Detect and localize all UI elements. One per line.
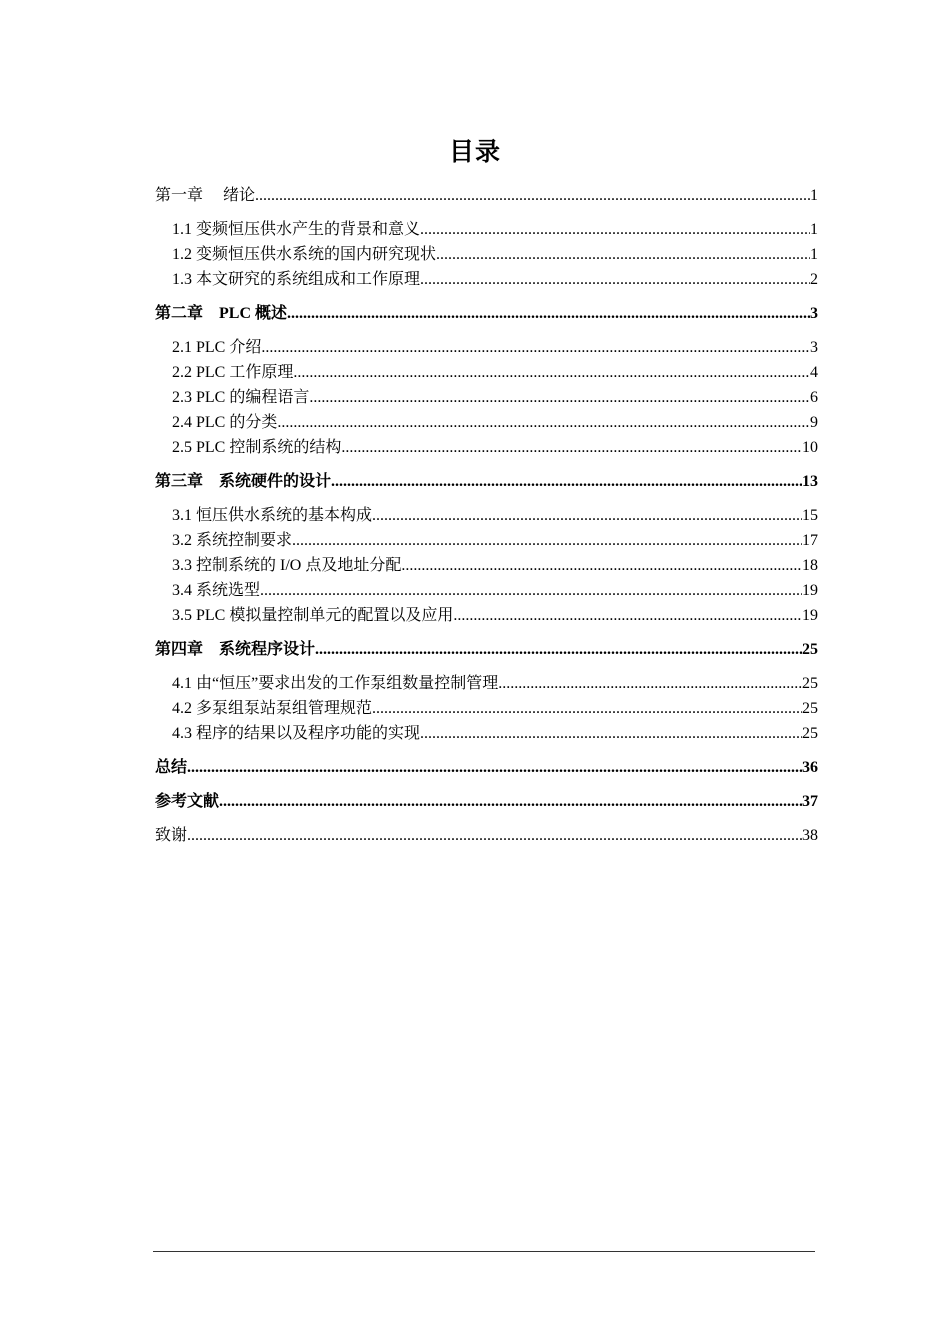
toc-dot-leader [372, 503, 802, 528]
toc-page-number: 6 [810, 389, 818, 406]
toc-dot-leader [287, 301, 810, 326]
toc-dot-leader [255, 183, 810, 208]
toc-entry-title: 致谢 [155, 827, 188, 844]
toc-chapter-entry[interactable] [155, 755, 818, 780]
toc-page-number: 2 [810, 271, 818, 288]
toc-page-number: 25 [802, 725, 818, 742]
toc-page-number: 18 [802, 557, 818, 574]
toc-section-entry[interactable] [155, 217, 818, 242]
toc-chapter-entry[interactable] [155, 469, 818, 494]
page-title: 目录 [448, 139, 501, 166]
toc-dot-leader [261, 335, 810, 360]
toc-page-number: 36 [802, 759, 818, 776]
toc-dot-leader [260, 578, 802, 603]
toc-page-number: 9 [810, 414, 818, 431]
toc-entry-title: 2.5 PLC 控制系统的结构 [172, 439, 342, 456]
toc-chapter-entry[interactable] [155, 637, 818, 662]
toc-page-number: 37 [802, 793, 818, 810]
toc-entry-title: 3.3 控制系统的 I/O 点及地址分配 [172, 557, 402, 574]
toc-entry-title: 3.5 PLC 模拟量控制单元的配置以及应用 [172, 607, 454, 624]
toc-dot-leader [453, 603, 802, 628]
toc-dot-leader [277, 410, 810, 435]
toc-entry-title: 4.3 程序的结果以及程序功能的实现 [172, 725, 421, 742]
toc-page-number: 3 [810, 305, 818, 322]
toc-page-number: 17 [802, 532, 818, 549]
toc-dot-leader [293, 360, 810, 385]
toc-entry-title: 第三章 系统硬件的设计 [155, 473, 332, 490]
toc-entry-title: 1.1 变频恒压供水产生的背景和意义 [172, 221, 421, 238]
toc-dot-leader [187, 755, 802, 780]
toc-chapter-entry[interactable] [155, 301, 818, 326]
footer-rule [153, 1251, 815, 1252]
toc-page-number: 25 [802, 675, 818, 692]
toc-entry-title: 4.1 由“恒压”要求出发的工作泵组数量控制管理 [172, 675, 499, 692]
toc-page-number: 4 [810, 364, 818, 381]
toc-dot-leader [219, 789, 802, 814]
toc-section-entry[interactable] [155, 385, 818, 410]
toc-section-entry[interactable] [155, 360, 818, 385]
toc-entry-title: 总结 [155, 759, 188, 776]
toc-dot-leader [401, 553, 802, 578]
toc-section-entry[interactable] [155, 603, 818, 628]
toc-entry-title: 参考文献 [155, 793, 220, 810]
toc-section-entry[interactable] [155, 242, 818, 267]
toc-entry-title: 第一章 绪论 [155, 187, 256, 204]
toc-page-number: 19 [802, 582, 818, 599]
toc-dot-leader [315, 637, 802, 662]
toc-entry-title: 第四章 系统程序设计 [155, 641, 316, 658]
toc-section-entry[interactable] [155, 578, 818, 603]
toc-page-number: 10 [802, 439, 818, 456]
toc-section-entry[interactable] [155, 553, 818, 578]
toc-entry-title: 2.2 PLC 工作原理 [172, 364, 294, 381]
toc-entry-title: 3.4 系统选型 [172, 582, 261, 599]
toc-page-number: 1 [810, 221, 818, 238]
toc-entry-title: 2.3 PLC 的编程语言 [172, 389, 310, 406]
toc-page-number: 25 [802, 700, 818, 717]
toc-section-entry[interactable] [155, 696, 818, 721]
toc-entry-title: 2.4 PLC 的分类 [172, 414, 278, 431]
toc-entry-title: 1.3 本文研究的系统组成和工作原理 [172, 271, 421, 288]
toc-page-number: 1 [810, 246, 818, 263]
toc-page-number: 3 [810, 339, 818, 356]
toc-dot-leader [331, 469, 802, 494]
toc-dot-leader [372, 696, 802, 721]
toc-dot-leader [420, 267, 810, 292]
table-of-contents [155, 183, 818, 848]
toc-entry-title: 3.1 恒压供水系统的基本构成 [172, 507, 373, 524]
toc-dot-leader [341, 435, 802, 460]
toc-section-entry[interactable] [155, 528, 818, 553]
toc-entry-title: 3.2 系统控制要求 [172, 532, 293, 549]
toc-entry-title: 4.2 多泵组泵站泵组管理规范 [172, 700, 373, 717]
toc-page-number: 38 [802, 827, 818, 844]
toc-page-number: 15 [802, 507, 818, 524]
toc-section-entry[interactable] [155, 335, 818, 360]
toc-section-entry[interactable] [155, 410, 818, 435]
toc-section-entry[interactable] [155, 435, 818, 460]
toc-chapter-entry[interactable] [155, 823, 818, 848]
toc-dot-leader [187, 823, 802, 848]
toc-entry-title: 第二章 PLC 概述 [155, 305, 288, 322]
toc-page-number: 1 [810, 187, 818, 204]
toc-section-entry[interactable] [155, 671, 818, 696]
toc-page-number: 19 [802, 607, 818, 624]
toc-entry-title: 2.1 PLC 介绍 [172, 339, 262, 356]
toc-entry-title: 1.2 变频恒压供水系统的国内研究现状 [172, 246, 437, 263]
toc-dot-leader [420, 217, 810, 242]
toc-dot-leader [420, 721, 802, 746]
toc-dot-leader [498, 671, 802, 696]
toc-chapter-entry[interactable] [155, 183, 818, 208]
toc-section-entry[interactable] [155, 267, 818, 292]
toc-page-number: 25 [802, 641, 818, 658]
toc-dot-leader [292, 528, 802, 553]
toc-section-entry[interactable] [155, 503, 818, 528]
toc-dot-leader [436, 242, 810, 267]
toc-page-number: 13 [802, 473, 818, 490]
toc-chapter-entry[interactable] [155, 789, 818, 814]
toc-section-entry[interactable] [155, 721, 818, 746]
toc-dot-leader [309, 385, 810, 410]
